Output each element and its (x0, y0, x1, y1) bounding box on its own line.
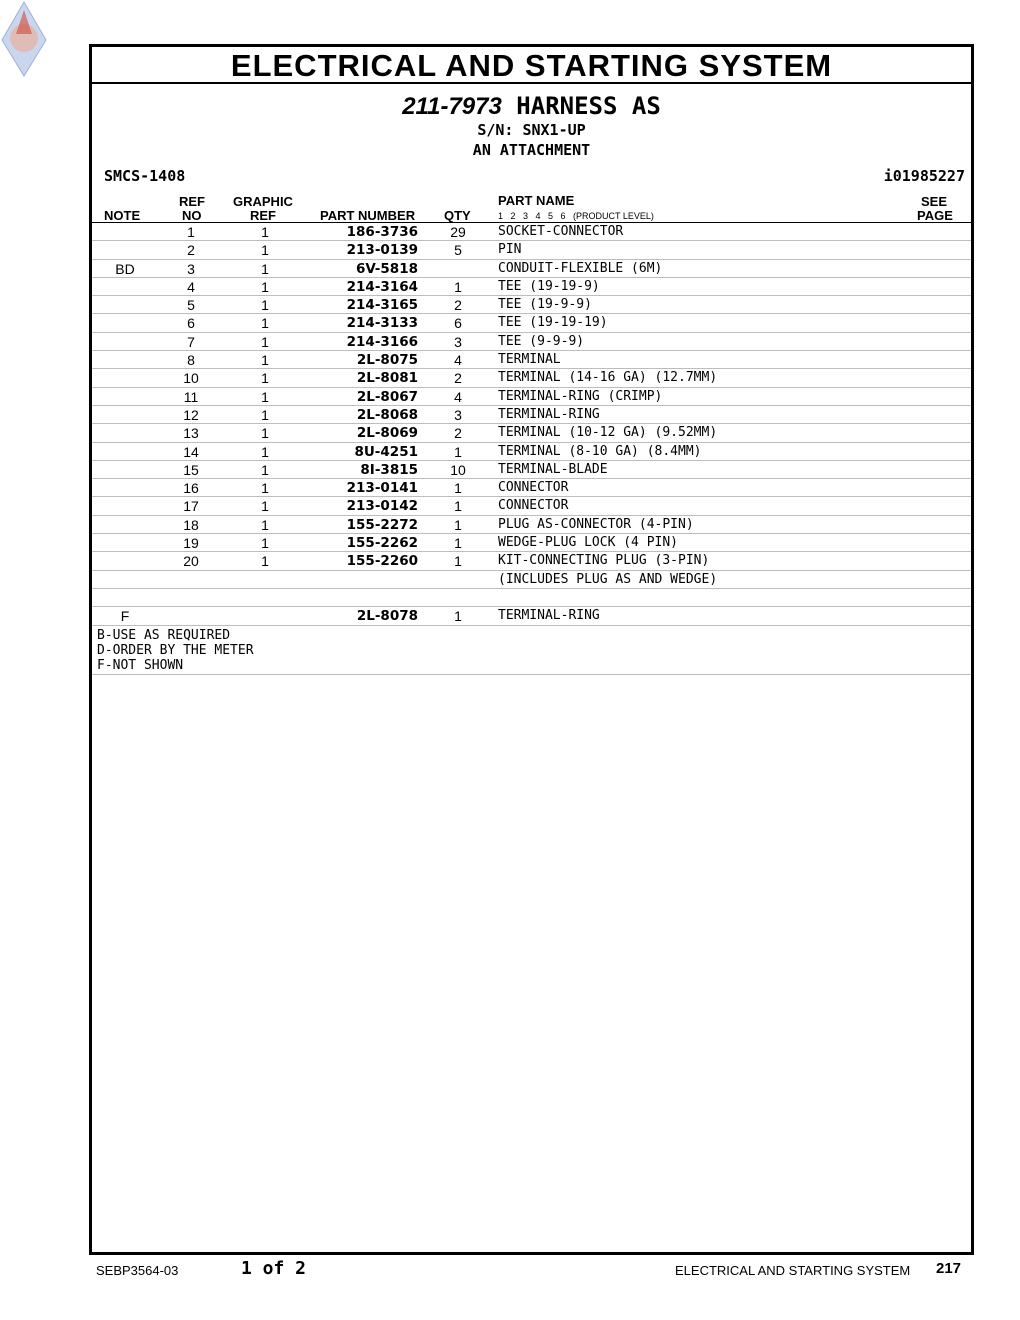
row-qty: 1 (454, 480, 462, 497)
row-qty: 1 (454, 516, 462, 533)
row-ref-no: 2 (187, 242, 195, 259)
footer-doc-number: SEBP3564-03 (96, 1263, 179, 1278)
table-row (92, 571, 971, 589)
row-part-number: 214-3164 (346, 278, 418, 295)
assembly-title (92, 92, 971, 121)
row-ref-no: 8 (187, 352, 195, 369)
row-part-name: PLUG AS-CONNECTOR (4-PIN) (498, 516, 694, 532)
col-product-level: 1 2 3 4 5 6 (PRODUCT LEVEL) (498, 211, 654, 221)
row-part-name: TEE (19-19-9) (498, 278, 600, 294)
row-graphic-ref: 1 (261, 498, 269, 515)
row-qty: 3 (454, 333, 462, 350)
row-part-number: 214-3166 (346, 333, 418, 350)
row-qty: 1 (454, 498, 462, 515)
col-graphic: GRAPHIC (233, 194, 293, 209)
row-ref-no: 6 (187, 315, 195, 332)
row-graphic-ref: 1 (261, 315, 269, 332)
row-part-name: TEE (19-19-19) (498, 315, 608, 331)
smcs-code: SMCS-1408 (104, 167, 186, 185)
row-ref-no: 17 (183, 498, 199, 515)
row-qty: 4 (454, 388, 462, 405)
note-line: B-USE AS REQUIRED (97, 627, 231, 643)
column-headers (92, 192, 971, 223)
row-part-name: CONNECTOR (498, 498, 569, 514)
footer-section: ELECTRICAL AND STARTING SYSTEM (675, 1263, 911, 1278)
row-graphic-ref: 1 (261, 224, 269, 240)
row-note: BD (115, 260, 135, 277)
assembly-part-number: 211-7973 (402, 93, 502, 120)
row-qty: 10 (450, 461, 466, 478)
row-graphic-ref: 1 (261, 297, 269, 314)
footer-page-of: 1 of 2 (241, 1258, 307, 1279)
table-row (92, 388, 971, 406)
row-qty: 4 (454, 352, 462, 369)
row-ref-no: 20 (183, 553, 199, 570)
row-qty: 3 (454, 406, 462, 423)
row-part-number: 214-3133 (346, 315, 418, 332)
row-part-number: 6V-5818 (355, 260, 418, 277)
table-row (92, 424, 971, 442)
row-part-number: 2L-8078 (356, 608, 418, 625)
row-ref-no: 18 (183, 516, 199, 533)
row-ref-no: 12 (183, 406, 199, 423)
row-qty: 29 (450, 224, 466, 240)
table-row (92, 241, 971, 259)
row-part-number: 155-2260 (346, 553, 418, 570)
row-graphic-ref: 1 (261, 535, 269, 552)
row-graphic-ref: 1 (261, 242, 269, 259)
publisher-logo (0, 0, 48, 78)
row-part-name: TERMINAL (8-10 GA) (8.4MM) (498, 443, 702, 459)
row-part-number: 155-2262 (346, 535, 418, 552)
row-part-name: (INCLUDES PLUG AS AND WEDGE) (498, 571, 718, 587)
row-ref-no: 10 (183, 370, 199, 387)
table-row (92, 516, 971, 534)
parts-table (92, 223, 971, 626)
row-qty: 6 (454, 315, 462, 332)
row-part-number: 2L-8081 (356, 370, 418, 387)
table-row (92, 260, 971, 278)
col-note: NOTE (104, 208, 141, 223)
row-part-number: 213-0142 (346, 498, 418, 515)
row-part-number: 2L-8075 (356, 352, 418, 369)
col-no: NO (182, 208, 202, 223)
notes-block (92, 626, 971, 675)
row-part-name: TERMINAL-RING (CRIMP) (498, 388, 663, 404)
row-ref-no: 3 (187, 260, 195, 277)
table-row (92, 443, 971, 461)
row-ref-no: 5 (187, 297, 195, 314)
row-part-number: 186-3736 (346, 224, 418, 240)
row-part-number: 2L-8068 (356, 406, 418, 423)
row-part-number: 8U-4251 (354, 443, 418, 460)
row-part-name: KIT-CONNECTING PLUG (3-PIN) (498, 553, 710, 569)
row-ref-no: 15 (183, 461, 199, 478)
row-part-name: CONNECTOR (498, 480, 569, 496)
row-part-number: 213-0141 (346, 480, 418, 497)
assembly-name: HARNESS AS (516, 92, 661, 120)
row-part-name: WEDGE-PLUG LOCK (4 PIN) (498, 535, 679, 551)
row-part-name: TERMINAL (10-12 GA) (9.52MM) (498, 425, 718, 441)
row-part-name: TEE (9-9-9) (498, 333, 585, 349)
row-graphic-ref: 1 (261, 443, 269, 460)
col-page: PAGE (917, 208, 953, 223)
assembly-type: AN ATTACHMENT (472, 141, 591, 159)
table-row (92, 497, 971, 515)
section-title: ELECTRICAL AND STARTING SYSTEM (92, 47, 971, 84)
row-part-number: 2L-8069 (356, 425, 418, 442)
row-part-name: TERMINAL-RING (498, 406, 600, 422)
row-graphic-ref: 1 (261, 480, 269, 497)
table-row (92, 479, 971, 497)
table-row (92, 333, 971, 351)
row-graphic-ref: 1 (261, 406, 269, 423)
table-row (92, 534, 971, 552)
page-frame (89, 44, 974, 1255)
col-see: SEE (921, 194, 948, 209)
table-row (92, 296, 971, 314)
row-graphic-ref: 1 (261, 260, 269, 277)
row-note: F (120, 608, 130, 625)
table-row (92, 369, 971, 387)
table-row (92, 351, 971, 369)
note-line: D-ORDER BY THE METER (97, 642, 254, 658)
row-part-number: 213-0139 (346, 242, 418, 259)
table-row (92, 607, 971, 625)
row-qty: 1 (454, 608, 462, 625)
serial-number: S/N: SNX1-UP (477, 121, 586, 139)
table-row (92, 552, 971, 570)
row-graphic-ref: 1 (261, 553, 269, 570)
row-qty: 2 (454, 425, 462, 442)
row-part-number: 8I-3815 (360, 461, 418, 478)
row-ref-no: 14 (183, 443, 199, 460)
row-part-number: 214-3165 (346, 297, 418, 314)
col-graphic-ref: REF (250, 208, 276, 223)
row-qty: 2 (454, 370, 462, 387)
row-ref-no: 16 (183, 480, 199, 497)
row-graphic-ref: 1 (261, 425, 269, 442)
row-graphic-ref: 1 (261, 333, 269, 350)
col-ref: REF (179, 194, 205, 209)
row-part-name: TERMINAL-BLADE (498, 461, 608, 477)
table-row (92, 589, 971, 607)
page-footer (0, 1258, 1020, 1288)
row-graphic-ref: 1 (261, 278, 269, 295)
row-part-number: 155-2272 (346, 516, 418, 533)
footer-page-number: 217 (936, 1260, 962, 1277)
note-line: F-NOT SHOWN (97, 657, 184, 673)
col-part-number: PART NUMBER (320, 208, 416, 223)
col-part-name: PART NAME (498, 193, 575, 208)
row-part-number: 2L-8067 (356, 388, 418, 405)
row-part-name: TERMINAL (498, 352, 561, 368)
row-ref-no: 4 (187, 278, 195, 295)
row-graphic-ref: 1 (261, 370, 269, 387)
row-ref-no: 11 (183, 388, 199, 405)
table-row (92, 406, 971, 424)
row-part-name: PIN (498, 242, 522, 258)
illustration-id: i01985227 (883, 167, 965, 185)
row-part-name: CONDUIT-FLEXIBLE (6M) (498, 260, 663, 276)
row-ref-no: 19 (183, 535, 199, 552)
assembly-header (92, 84, 971, 192)
row-qty: 2 (454, 297, 462, 314)
row-qty: 1 (454, 553, 462, 570)
table-row (92, 461, 971, 479)
row-qty: 1 (454, 278, 462, 295)
table-row (92, 314, 971, 332)
row-part-name: TERMINAL (14-16 GA) (12.7MM) (498, 370, 718, 386)
row-qty: 1 (454, 535, 462, 552)
row-graphic-ref: 1 (261, 352, 269, 369)
row-qty: 5 (454, 242, 462, 259)
row-part-name: TERMINAL-RING (498, 608, 600, 624)
row-graphic-ref: 1 (261, 461, 269, 478)
table-row (92, 223, 971, 241)
row-ref-no: 13 (183, 425, 199, 442)
row-ref-no: 7 (187, 333, 195, 350)
table-row (92, 278, 971, 296)
row-qty: 1 (454, 443, 462, 460)
col-qty: QTY (444, 208, 471, 223)
row-part-name: SOCKET-CONNECTOR (498, 224, 624, 239)
row-graphic-ref: 1 (261, 516, 269, 533)
row-part-name: TEE (19-9-9) (498, 297, 592, 313)
row-ref-no: 1 (187, 224, 195, 240)
row-graphic-ref: 1 (261, 388, 269, 405)
